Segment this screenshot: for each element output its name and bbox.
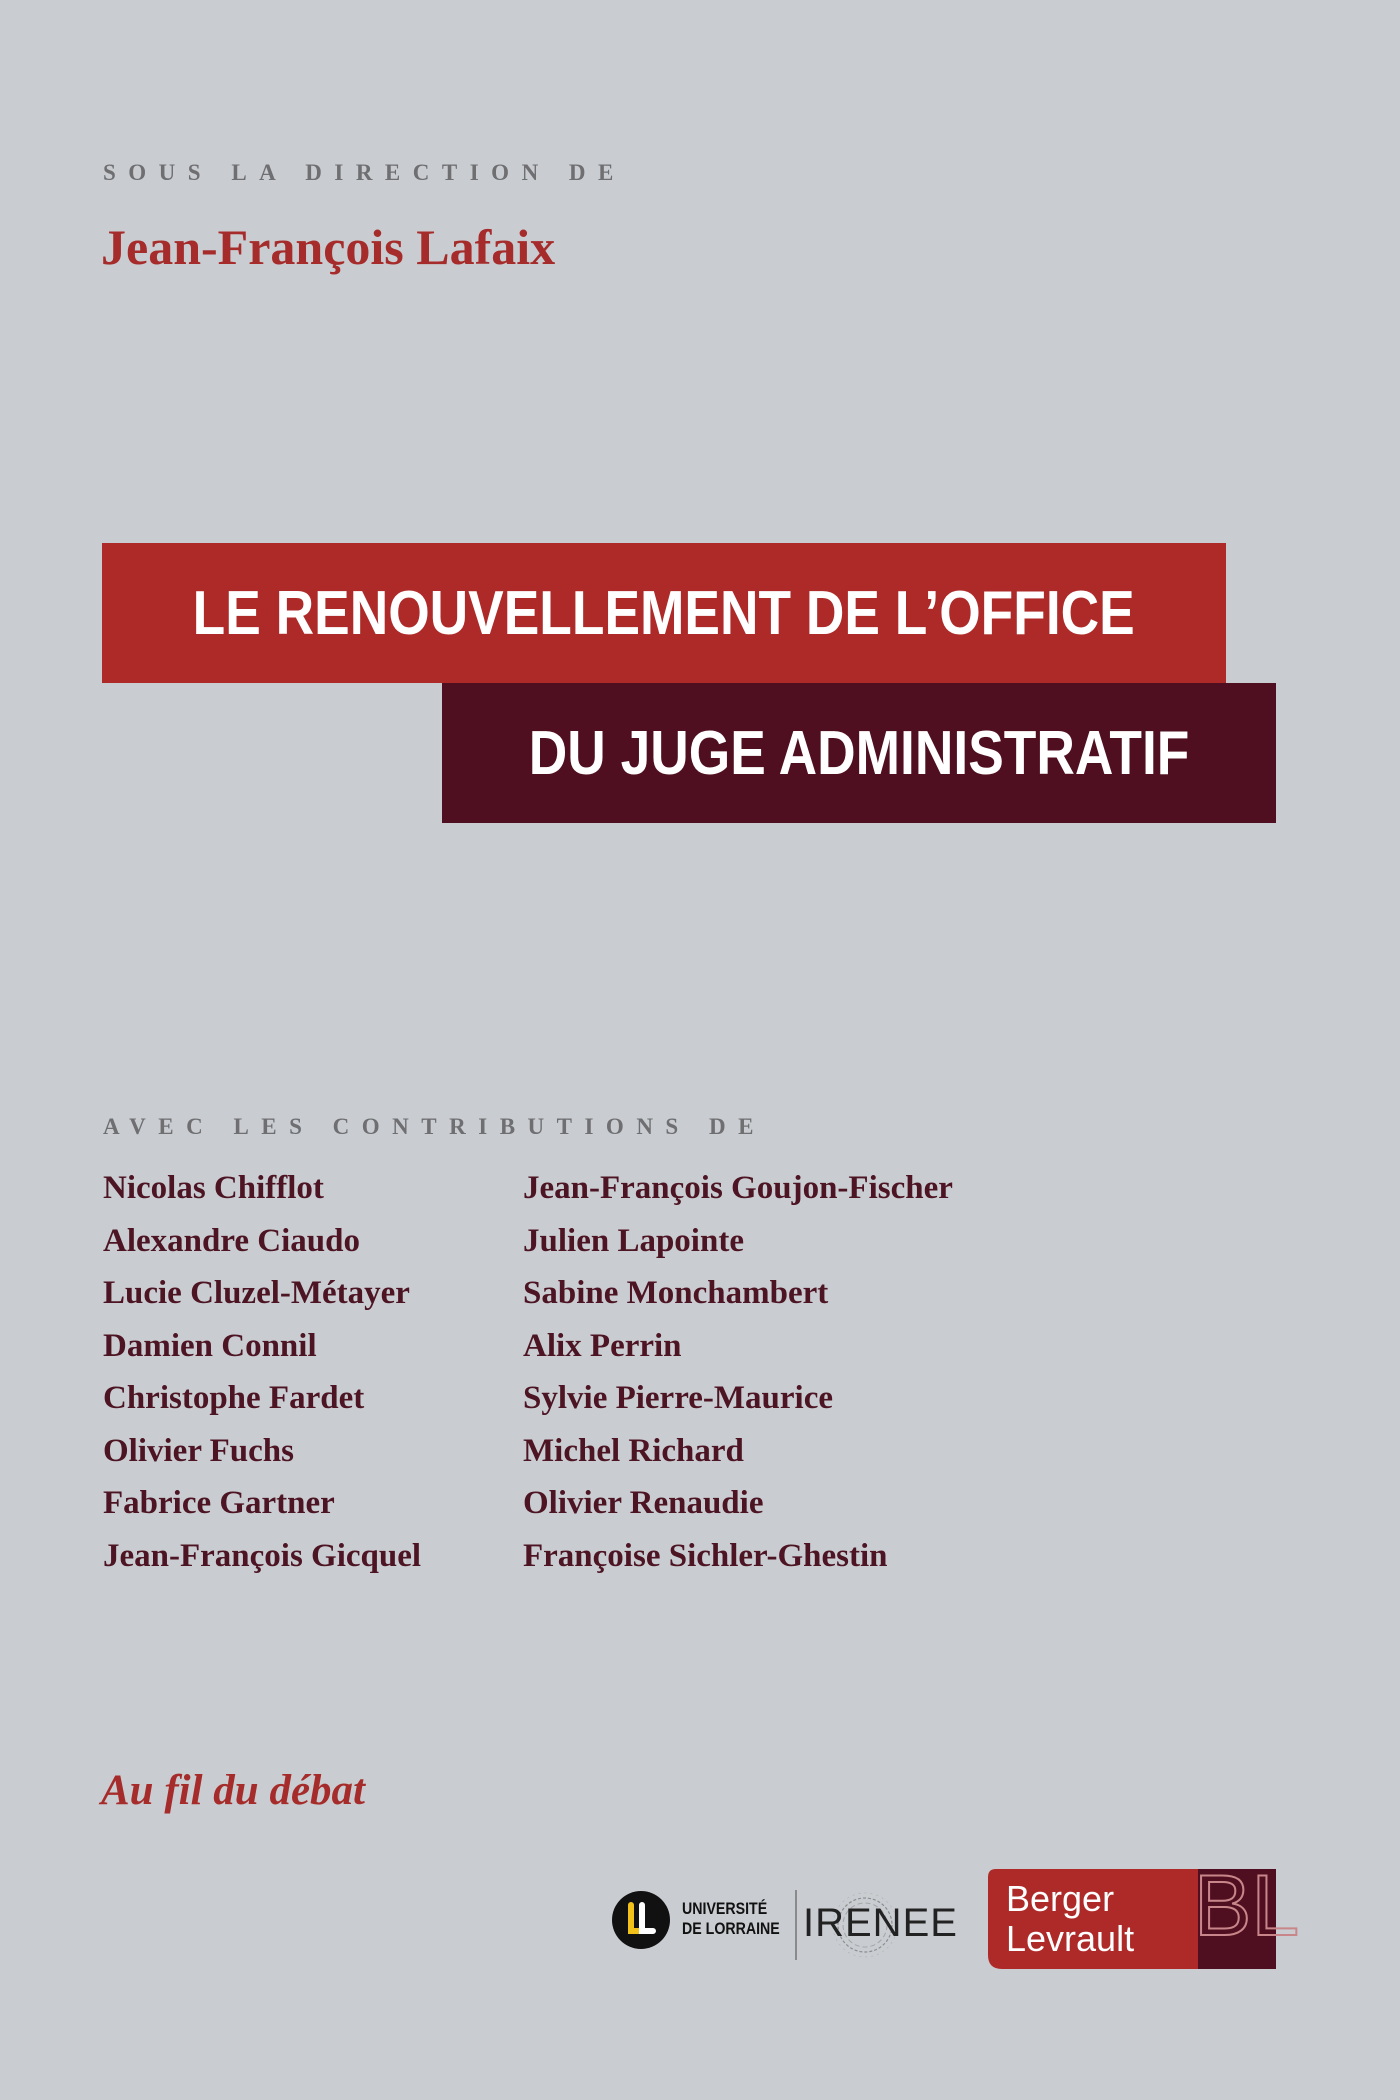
ul-logo-line-2: DE LORRAINE	[682, 1920, 780, 1938]
contributor-name: Sabine Monchambert	[523, 1275, 829, 1311]
contributor-name: Fabrice Gartner	[103, 1485, 335, 1521]
contributor-name: Alix Perrin	[523, 1327, 682, 1364]
editor-kicker: SOUS LA DIRECTION DE	[103, 160, 626, 185]
contributor-name: Julien Lapointe	[523, 1222, 744, 1259]
logo-divider	[795, 1890, 797, 1960]
series-title: Au fil du débat	[101, 1767, 366, 1814]
berger-levrault-logo	[988, 1858, 1300, 1969]
contributors-column-1	[103, 1162, 421, 1582]
contributor-name: Jean-François Gicquel	[103, 1537, 422, 1574]
contributor-name: Françoise Sichler-Ghestin	[523, 1537, 888, 1574]
contributor-name: Michel Richard	[523, 1432, 744, 1469]
contributors-column-2	[523, 1162, 953, 1582]
title-line-1: LE RENOUVELLEMENT DE L’OFFICE	[192, 578, 1136, 648]
irenee-logo-text: IRENEE	[803, 1901, 958, 1945]
contributor-name: Nicolas Chifflot	[103, 1170, 324, 1206]
title-line-2: DU JUGE ADMINISTRATIF	[528, 718, 1190, 788]
editor-name: Jean-François Lafaix	[101, 219, 556, 275]
publisher-line-2: Levrault	[1006, 1918, 1135, 1959]
contributor-name: Damien Connil	[103, 1327, 317, 1364]
publisher-line-1: Berger	[1006, 1878, 1115, 1919]
contributors-kicker: AVEC LES CONTRIBUTIONS DE	[103, 1114, 766, 1139]
contributor-name: Olivier Renaudie	[523, 1485, 764, 1521]
title-line-2-box	[442, 683, 1276, 823]
ul-logo-text	[682, 1899, 780, 1939]
ul-emblem-icon	[612, 1891, 670, 1949]
contributor-name: Lucie Cluzel-Métayer	[103, 1275, 410, 1311]
contributor-name: Alexandre Ciaudo	[103, 1222, 361, 1259]
bl-monogram-icon: BL	[1194, 1858, 1300, 1954]
contributor-name: Jean-François Goujon-Fischer	[523, 1170, 953, 1206]
contributor-name: Olivier Fuchs	[103, 1432, 294, 1469]
ul-logo-line-1: UNIVERSITÉ	[682, 1900, 768, 1918]
publisher-name	[1006, 1879, 1134, 1959]
contributor-name: Christophe Fardet	[103, 1380, 365, 1416]
irenee-logo	[803, 1895, 958, 1965]
title-line-1-box	[102, 543, 1226, 683]
contributor-name: Sylvie Pierre-Maurice	[523, 1380, 834, 1416]
